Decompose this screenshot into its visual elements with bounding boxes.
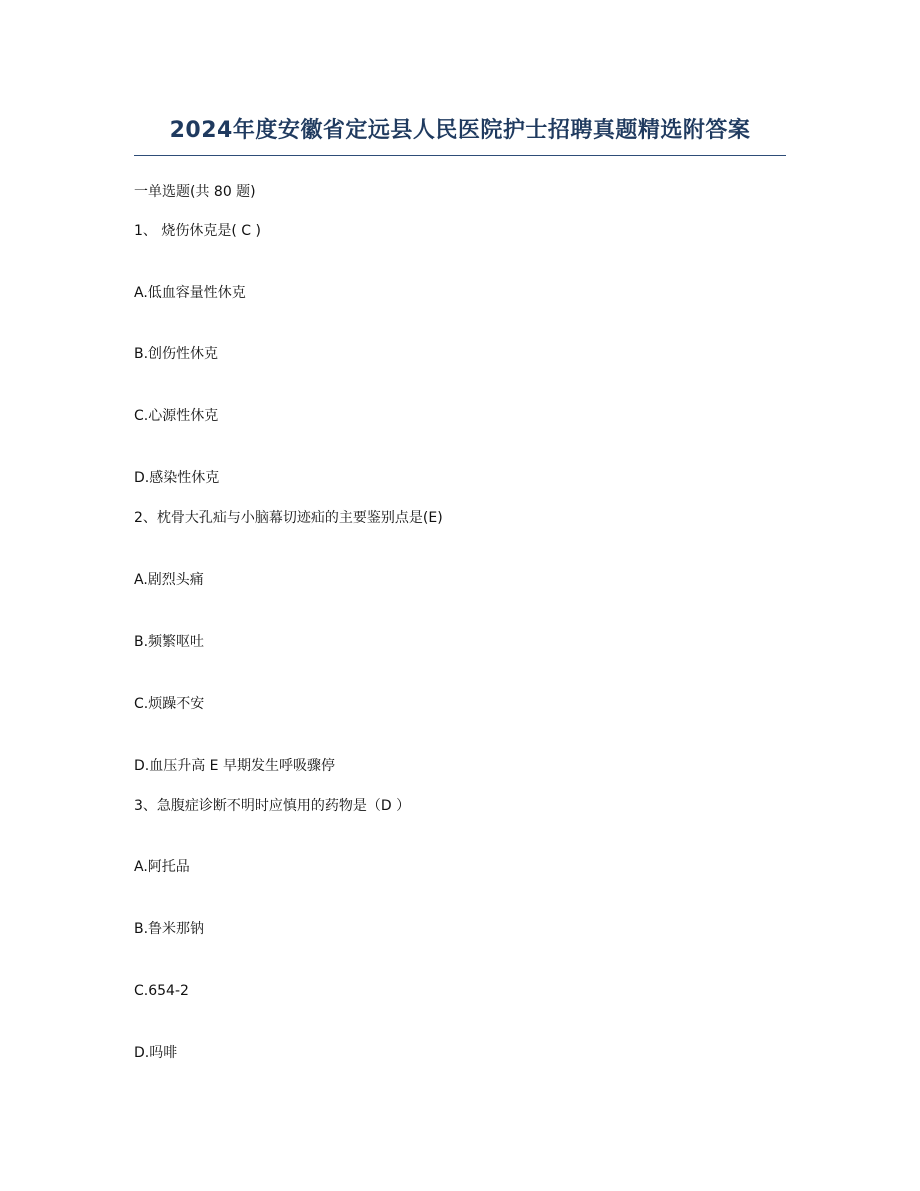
document-title: 2024年度安徽省定远县人民医院护士招聘真题精选附答案 (169, 118, 751, 143)
question-1-option-a: A.低血容量性休克 (134, 285, 246, 301)
question-1-option-d: D.感染性休克 (134, 470, 220, 486)
question-2-stem: 2、枕骨大孔疝与小脑幕切迹疝的主要鉴别点是(E) (134, 510, 443, 526)
section-heading: 一单选题(共 80 题) (134, 184, 256, 200)
question-1-option-b: B.创伤性休克 (134, 346, 219, 362)
question-2-option-b: B.频繁呕吐 (134, 634, 205, 650)
question-3-stem: 3、急腹症诊断不明时应慎用的药物是（D ） (134, 798, 411, 814)
question-3-option-c: C.654-2 (134, 983, 189, 999)
question-3-option-d: D.吗啡 (134, 1045, 178, 1061)
question-2-option-d: D.血压升高 E 早期发生呼吸骤停 (134, 758, 335, 774)
question-1-option-c: C.心源性休克 (134, 408, 219, 424)
question-2-option-c: C.烦躁不安 (134, 696, 205, 712)
question-2-option-a: A.剧烈头痛 (134, 572, 204, 588)
question-3-option-a: A.阿托品 (134, 859, 190, 875)
question-3-option-b: B.鲁米那钠 (134, 921, 205, 937)
question-1-stem: 1、 烧伤休克是( C ) (134, 223, 261, 239)
title-underline (134, 155, 786, 156)
